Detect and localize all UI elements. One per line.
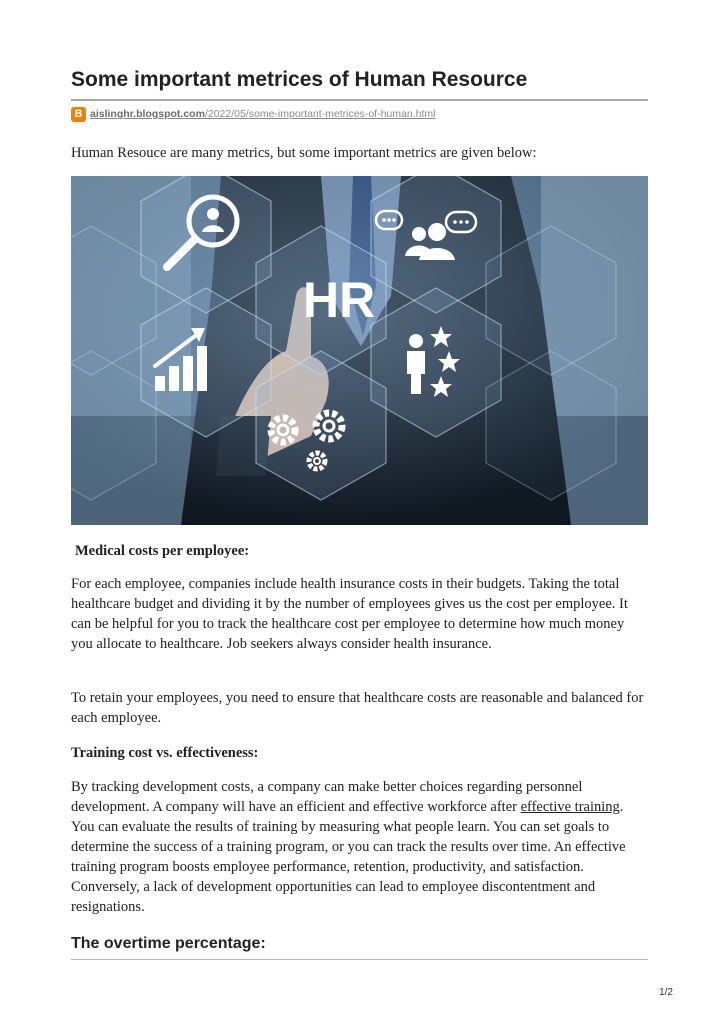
heading-medical-costs: Medical costs per employee:	[75, 543, 250, 559]
paragraph-training-cost	[71, 777, 648, 917]
heading-overtime: The overtime percentage:	[71, 935, 266, 952]
source-domain: aislinghr.blogspot.com	[90, 108, 205, 120]
source-url[interactable]	[90, 108, 435, 120]
hero-illustration	[71, 176, 648, 525]
title-divider	[71, 99, 648, 101]
paragraph-medical-costs-2: To retain your employees, you need to ensure that healthcare costs are reasonable and balanced for each employee.	[71, 690, 644, 726]
paragraph-medical-costs-1: For each employee, companies include health insurance costs in their budgets. Taking the total healthcare budget and dividing it by the number of employees gives us the cost per employee. It can be helpful for you to track the healthcare cost per employee to determine how much money you allocate to healthcare. Job seekers always consider health insurance.	[71, 576, 628, 652]
source-path: /2022/05/some-important-metrices-of-human.html	[204, 108, 436, 120]
page-title: Some important metrices of Human Resource	[71, 68, 528, 91]
effective-training-link[interactable]: effective training	[520, 799, 620, 815]
training-text-before: By tracking development costs, a company can make better choices regarding personnel development. A company will have an efficient and effective workforce after	[71, 779, 583, 815]
heading-training-cost: Training cost vs. effectiveness:	[71, 745, 259, 761]
source-link[interactable]	[71, 106, 435, 122]
page-number: 1/2	[659, 987, 673, 998]
section-divider	[71, 959, 648, 960]
training-text-after: . You can evaluate the results of training by measuring what people learn. You can set goals to determine the success of a training program, or you can track the results over time. An effective training program boosts employee performance, retention, productivity, and satisfaction. Conversely, a lack of development opportunities can lead to employee discontentment and resignations.	[71, 799, 626, 915]
blogger-icon: B	[71, 107, 86, 122]
hero-image	[71, 176, 648, 525]
hr-text: HR	[303, 272, 376, 328]
intro-text: Human Resouce are many metrics, but some important metrics are given below:	[71, 145, 537, 161]
